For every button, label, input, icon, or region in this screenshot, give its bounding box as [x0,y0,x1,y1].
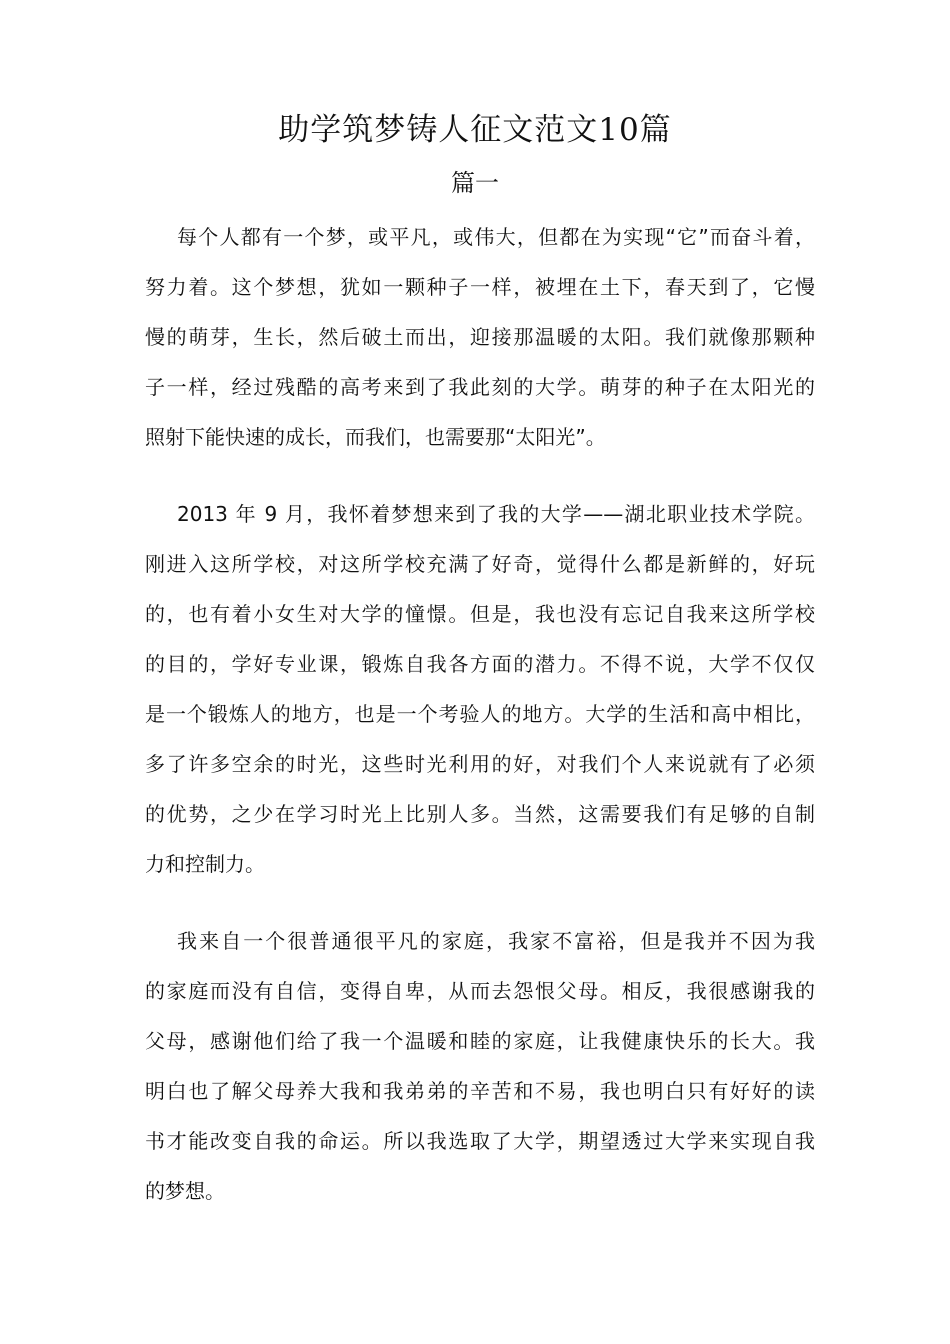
paragraph-line: 明白也了解父母养大我和我弟弟的辛苦和不易，我也明白只有好好的读 [145,1079,815,1103]
paragraph-line: 力和控制力。 [145,852,265,876]
paragraph-line: 的目的，学好专业课，锻炼自我各方面的潜力。不得不说，大学不仅仅 [145,652,815,676]
paragraph-line: 照射下能快速的成长，而我们，也需要那“太阳光”。 [145,425,606,449]
paragraph-line: 每个人都有一个梦，或平凡，或伟大，但都在为实现“它”而奋斗着， [177,225,815,249]
paragraph-1 [145,212,815,462]
paragraph-line: 是一个锻炼人的地方，也是一个考验人的地方。大学的生活和高中相比， [145,702,815,726]
section-heading: 篇一 [451,169,499,197]
paragraph-line: 刚进入这所学校，对这所学校充满了好奇，觉得什么都是新鲜的，好玩 [145,552,815,576]
paragraph-line: 慢的萌芽，生长，然后破土而出，迎接那温暖的太阳。我们就像那颗种 [145,325,815,349]
paragraph-2 [145,489,815,889]
paragraph-line: 的家庭而没有自信，变得自卑，从而去怨恨父母。相反，我很感谢我的 [145,979,815,1003]
paragraph-3 [145,916,815,1216]
paragraph-line: 的梦想。 [145,1179,225,1203]
document-title: 助学筑梦铸人征文范文10篇 [278,112,672,148]
paragraph-line: 父母，感谢他们给了我一个温暖和睦的家庭，让我健康快乐的长大。我 [145,1029,815,1053]
paragraph-line: 多了许多空余的时光，这些时光利用的好，对我们个人来说就有了必须 [145,752,815,776]
paragraph-line: 的，也有着小女生对大学的憧憬。但是，我也没有忘记自我来这所学校 [145,602,815,626]
paragraph-line: 2013 年 9 月，我怀着梦想来到了我的大学——湖北职业技术学院。 [177,502,815,526]
paragraph-line: 努力着。这个梦想，犹如一颗种子一样，被埋在土下，春天到了，它慢 [145,275,815,299]
paragraph-line: 的优势，之少在学习时光上比别人多。当然，这需要我们有足够的自制 [145,802,815,826]
paragraph-line: 子一样，经过残酷的高考来到了我此刻的大学。萌芽的种子在太阳光的 [145,375,815,399]
paragraph-line: 我来自一个很普通很平凡的家庭，我家不富裕，但是我并不因为我 [177,929,815,953]
paragraph-line: 书才能改变自我的命运。所以我选取了大学，期望透过大学来实现自我 [145,1129,815,1153]
